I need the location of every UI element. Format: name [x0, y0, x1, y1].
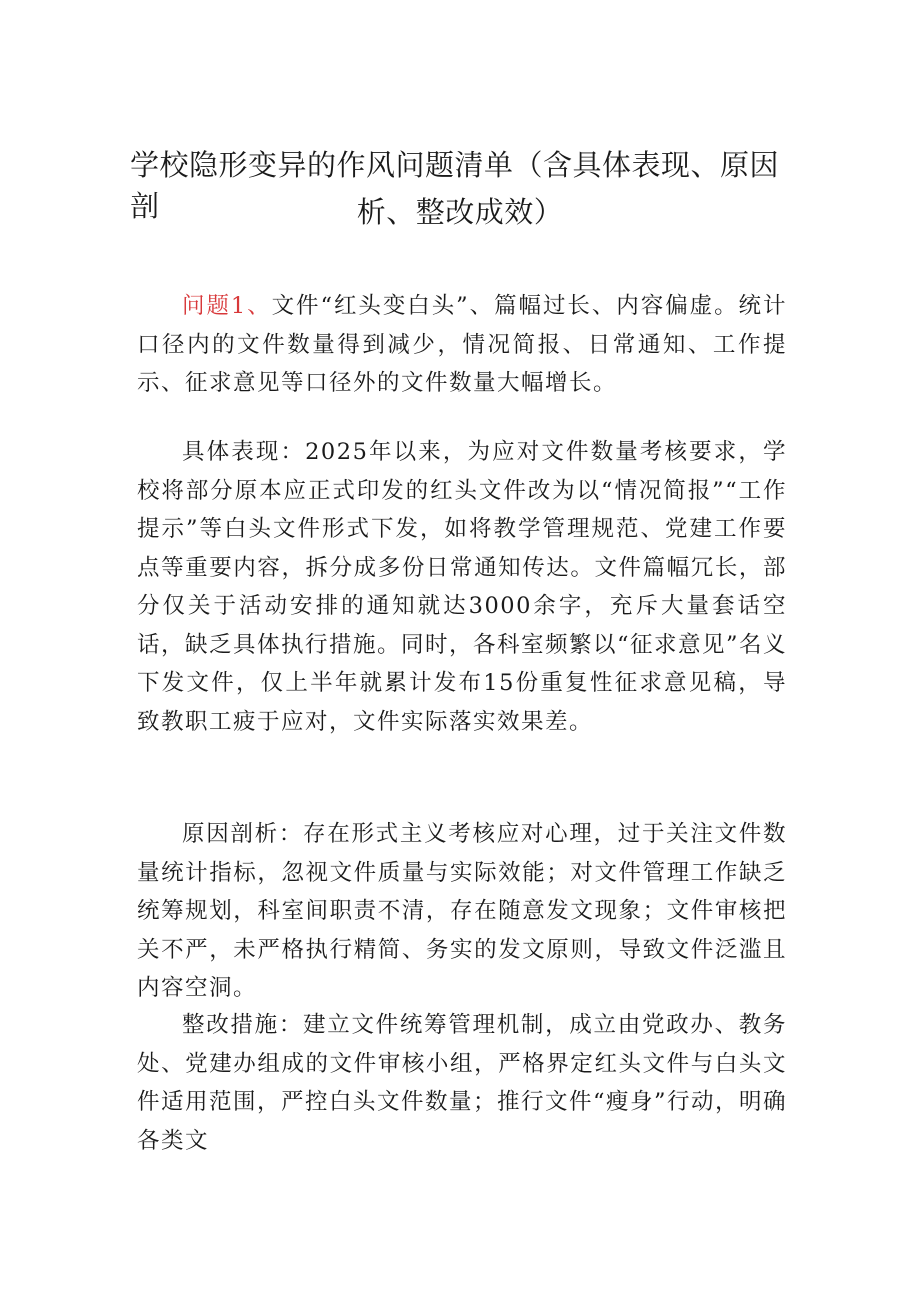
document-title-line-1: 学校隐形变异的作风问题清单（含具体表现、原因剖: [130, 148, 780, 223]
paragraph-cause-analysis: 原因剖析：存在形式主义考核应对心理，过于关注文件数量统计指标，忽视文件质量与实际效能；对文件管理工作缺乏统筹规划，科室间职责不清，存在随意发文现象；文件审核把关不严，未严格执行精简、务实的发文原则，导致文件泛滥且内容空洞。: [137, 821, 787, 1001]
paragraph-specific-manifestation: 具体表现：2025年以来，为应对文件数量考核要求，学校将部分原本应正式印发的红头文件改为以“情况简报”“工作提示”等白头文件形式下发，如将教学管理规范、党建工作要点等重要内容，拆分成多份日常通知传达。文件篇幅冗长，部分仅关于活动安排的通知就达3000余字，充斥大量套话空话，缺乏具体执行措施。同时，各科室频繁以“征求意见”名义下发文件，仅上半年就累计发布15份重复性征求意见稿，导致教职工疲于应对，文件实际落实效果差。: [137, 439, 788, 735]
paragraph-rectification-measures: 整改措施：建立文件统筹管理机制，成立由党政办、教务处、党建办组成的文件审核小组，严格界定红头文件与白头文件适用范围，严控白头文件数量；推行文件“瘦身”行动，明确各类文: [137, 1012, 788, 1154]
problem-description: 文件“红头变白头”、篇幅过长、内容偏虚。统计口径内的文件数量得到减少，情况简报、日常通知、工作提示、征求意见等口径外的文件数量大幅增长。: [137, 293, 787, 396]
paragraph-problem-1: [137, 287, 787, 403]
document-title-line-2: 析、整改成效）: [356, 195, 564, 229]
problem-label: 问题1、: [182, 293, 272, 319]
